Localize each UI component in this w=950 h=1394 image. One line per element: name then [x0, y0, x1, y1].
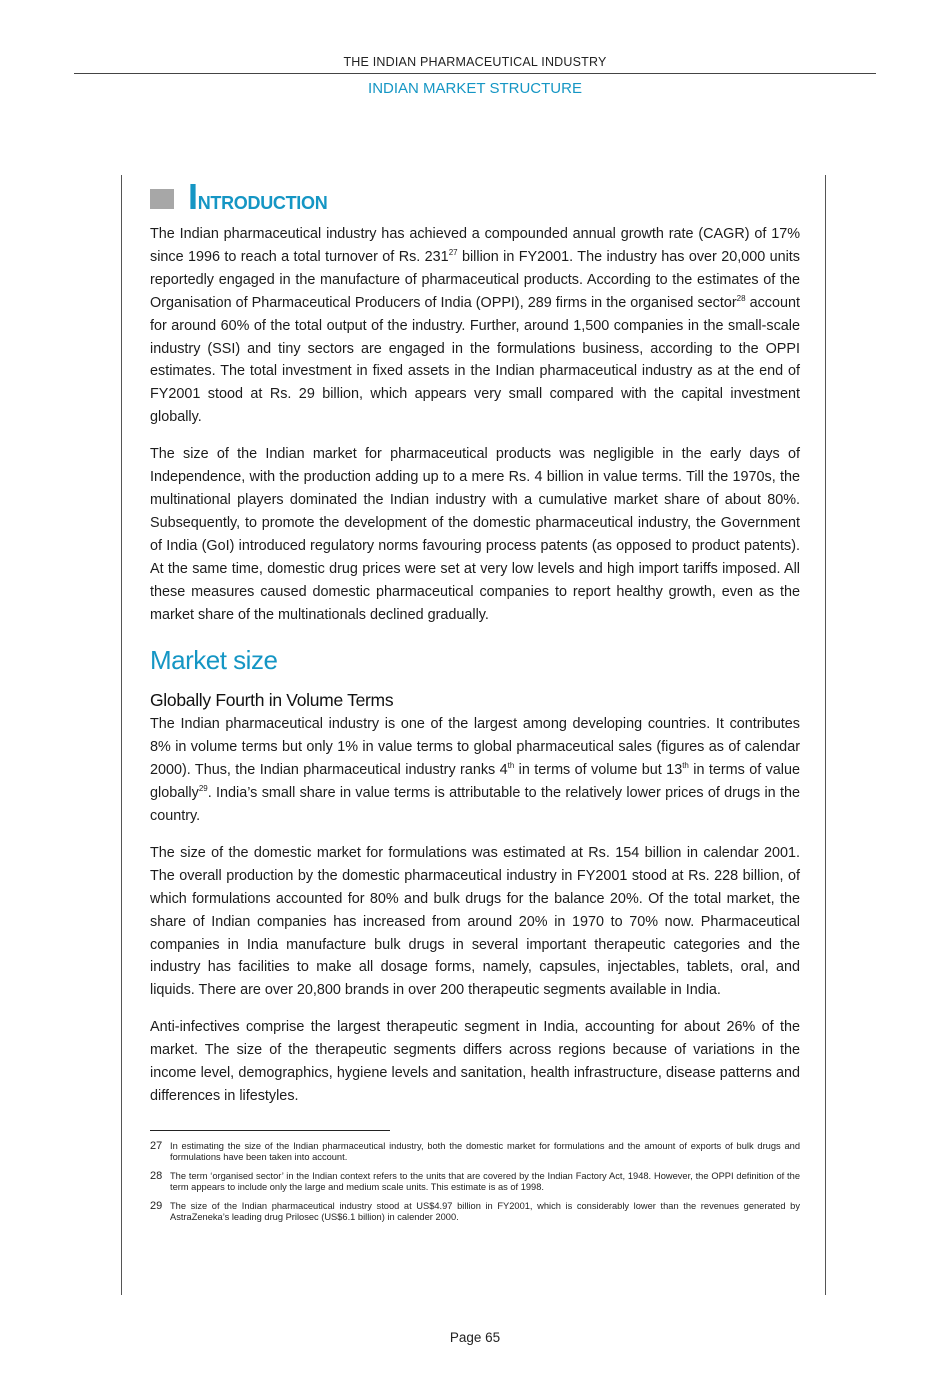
- market-paragraph-3: Anti-infectives comprise the largest therapeutic segment in India, accounting for about 26% of the market. The size of the therapeutic segments differs across regions because of variations in the income level, demographics, hygiene levels and sanitation, health infrastructure, disease patterns and differences in lifestyles.: [150, 1019, 800, 1104]
- right-margin-rule: [825, 175, 826, 1295]
- footnote-29: [150, 1201, 800, 1224]
- footnote-number: 29: [150, 1199, 163, 1212]
- introduction-heading-text: Introduction: [188, 176, 328, 217]
- header-rule: [74, 73, 876, 74]
- page-number: Page 65: [449, 1330, 501, 1345]
- footnote-text: In estimating the size of the Indian pharmaceutical industry, both the domestic market for formulations and the amount of exports of bulk drugs and formulations have been taken into account.: [170, 1140, 800, 1163]
- footnote-ref-27[interactable]: 27: [448, 247, 458, 257]
- left-margin-rule: [121, 175, 122, 1295]
- footnote-text: The term ‘organised sector’ in the Indian context refers to the units that are covered by the Indian Factory Act, 1948. However, the OPPI definition of the term appears to include only the large and medium scale units. This estimate is as of 1998.: [170, 1170, 800, 1193]
- main-content: [150, 178, 800, 1231]
- intro-paragraph-2: The size of the Indian market for pharmaceutical products was negligible in the early days of Independence, with the production adding up to a mere Rs. 4 billion in value terms. Till the 1970s, the multinational players dominated the Indian industry with a cumulative market share of about 80%. Subsequently, to promote the development of the domestic pharmaceutical industry, the Government of India (GoI) introduced regulatory norms favouring process patents (as opposed to product patents). At the same time, domestic drug prices were set at very low levels and high import tariffs imposed. All these measures caused domestic pharmaceutical companies to report healthy growth, even as the market share of the multinationals declined gradually.: [150, 446, 800, 623]
- globally-fourth-subheading: Globally Fourth in Volume Terms: [150, 690, 394, 711]
- heading-square-icon: [150, 189, 174, 209]
- footnote-27: [150, 1141, 800, 1164]
- footnote-rule: [150, 1130, 390, 1131]
- footnote-number: 27: [150, 1139, 163, 1152]
- market-paragraph-2: The size of the domestic market for formulations was estimated at Rs. 154 billion in calendar 2001. The overall production by the domestic pharmaceutical industry in FY2001 stood at Rs. 228 billion, of which formulations accounted for 80% and bulk drugs for the balance 20%. Of the total market, the share of Indian companies has increased from around 20% in 1970 to 70% now. Pharmaceutical companies in India manufacture bulk drugs in several important therapeutic categories and the industry has facilities to make all dosage forms, namely, capsules, injectables, tablets, oral, and liquids. There are over 20,800 brands in over 200 therapeutic segments available in India.: [150, 844, 800, 999]
- market-size-heading: Market size: [150, 645, 278, 676]
- footnote-28: [150, 1171, 800, 1194]
- running-header-title: THE INDIAN PHARMACEUTICAL INDUSTRY: [343, 55, 607, 69]
- intro-paragraph-1: The Indian pharmaceutical industry has achieved a compounded annual growth rate (CAGR) of 17% since 1996 to reach a total turnover of Rs. $231^{27}$ billion in FY2001. The industry has over 20,000 units reportedly engaged in the manufacture of pharmaceutical products. According to the estimates of the Organisation of Pharmaceutical Producers of India (OPPI), 289 firms in the organised sector$^{28}$ account for around 60% of the total output of the industry. Further, around 1,500 companies in the small-scale industry (SSI) and tiny sectors are engaged in the formulations business, according to the OPPI estimates. The total investment in fixed assets in the Indian pharmaceutical industry as at the end of FY2001 stood at Rs. 29 billion, which appears very small compared with the capital investment globally.: [150, 226, 801, 426]
- footnote-number: 28: [150, 1169, 163, 1182]
- footnote-ref-29[interactable]: 29: [198, 784, 208, 794]
- footnote-ref-28[interactable]: 28: [736, 293, 746, 303]
- footnote-text: The size of the Indian pharmaceutical industry stood at US$4.97 billion in FY2001, which is considerably lower than the revenues generated by AstraZeneka’s leading drug Prilosec (US$6.1 billion) in calender 2000.: [170, 1200, 800, 1223]
- introduction-heading: [150, 178, 800, 216]
- market-paragraph-1: The Indian pharmaceutical industry is one of the largest among developing countries. It contributes 8% in volume terms but only 1% in value terms to global pharmaceutical sales (figures as of calendar 2000). Thus, the Indian pharmaceutical industry ranks 4th in terms of volume but 13th in terms of value globally$^{29}$. India’s small share in value terms is attributable to the relatively lower prices of drugs in the country.: [150, 716, 801, 825]
- running-header-section: INDIAN MARKET STRUCTURE: [368, 80, 582, 97]
